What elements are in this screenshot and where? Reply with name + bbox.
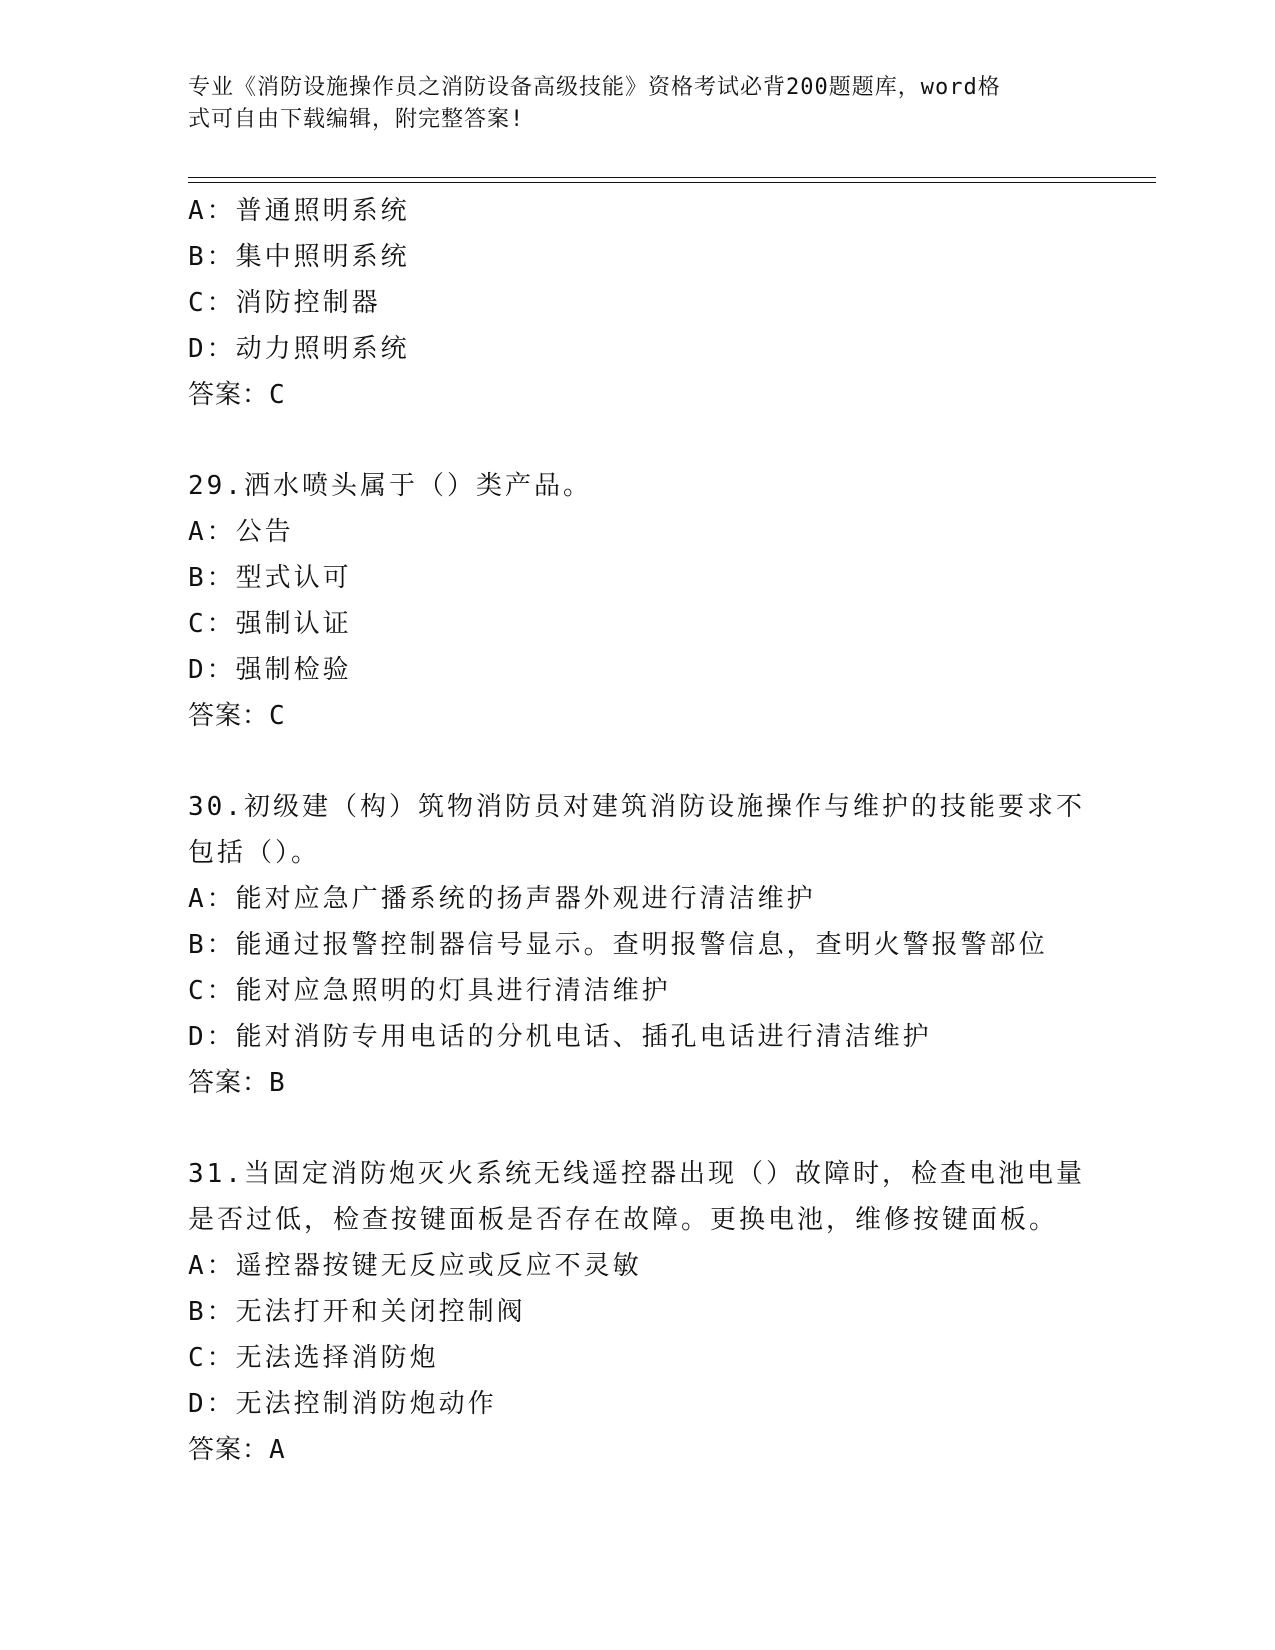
answer-label: 答案： xyxy=(188,701,270,731)
answer-option: D：强制检验 xyxy=(188,655,352,685)
answer-line xyxy=(188,1427,1088,1473)
question-stem-line: 包括（）。 xyxy=(188,838,321,868)
header-divider-bottom xyxy=(188,182,1156,183)
question-spacer xyxy=(188,1106,1088,1151)
question-spacer xyxy=(188,739,1088,784)
answer-value: B xyxy=(269,1068,286,1098)
answer-option: B：无法打开和关闭控制阀 xyxy=(188,1297,526,1327)
answer-value: C xyxy=(269,380,286,410)
header-divider-top xyxy=(188,177,1156,178)
answer-option: D：动力照明系统 xyxy=(188,334,410,364)
question-list xyxy=(188,188,1088,1473)
question-stem-line: 29.洒水喷头属于（）类产品。 xyxy=(188,471,592,501)
answer-option: C：无法选择消防炮 xyxy=(188,1343,439,1373)
question-stem-line: 31.当固定消防炮灭火系统无线遥控器出现（）故障时，检查电池电量 xyxy=(188,1159,1085,1189)
document-header xyxy=(188,72,1068,136)
answer-option: B：能通过报警控制器信号显示。查明报警信息，查明火警报警部位 xyxy=(188,930,1048,960)
answer-label: 答案： xyxy=(188,1068,270,1098)
answer-option: A：普通照明系统 xyxy=(188,196,410,226)
question-spacer xyxy=(188,418,1088,463)
answer-option: A：公告 xyxy=(188,517,294,547)
question-block xyxy=(188,463,1088,739)
answer-option: C：能对应急照明的灯具进行清洁维护 xyxy=(188,976,671,1006)
answer-option: C：强制认证 xyxy=(188,609,352,639)
answer-label: 答案： xyxy=(188,1435,270,1465)
answer-value: C xyxy=(269,701,286,731)
header-line-1: 专业《消防设施操作员之消防设备高级技能》资格考试必背200题题库，word格 xyxy=(188,75,1001,100)
answer-line xyxy=(188,1060,1088,1106)
question-block xyxy=(188,784,1088,1106)
question-stem-line: 是否过低，检查按键面板是否存在故障。更换电池，维修按键面板。 xyxy=(188,1205,1059,1235)
answer-option: A：遥控器按键无反应或反应不灵敏 xyxy=(188,1251,642,1281)
answer-option: A：能对应急广播系统的扬声器外观进行清洁维护 xyxy=(188,884,816,914)
question-block xyxy=(188,1151,1088,1473)
answer-option: D：能对消防专用电话的分机电话、插孔电话进行清洁维护 xyxy=(188,1022,932,1052)
answer-option: B：集中照明系统 xyxy=(188,242,410,272)
answer-line xyxy=(188,693,1088,739)
answer-option: B：型式认可 xyxy=(188,563,352,593)
answer-line xyxy=(188,372,1088,418)
answer-label: 答案： xyxy=(188,380,270,410)
header-line-2: 式可自由下载编辑，附完整答案! xyxy=(188,107,525,132)
question-block xyxy=(188,188,1088,418)
answer-option: D：无法控制消防炮动作 xyxy=(188,1389,497,1419)
answer-option: C：消防控制器 xyxy=(188,288,381,318)
answer-value: A xyxy=(269,1435,286,1465)
question-stem-line: 30.初级建（构）筑物消防员对建筑消防设施操作与维护的技能要求不 xyxy=(188,792,1085,822)
